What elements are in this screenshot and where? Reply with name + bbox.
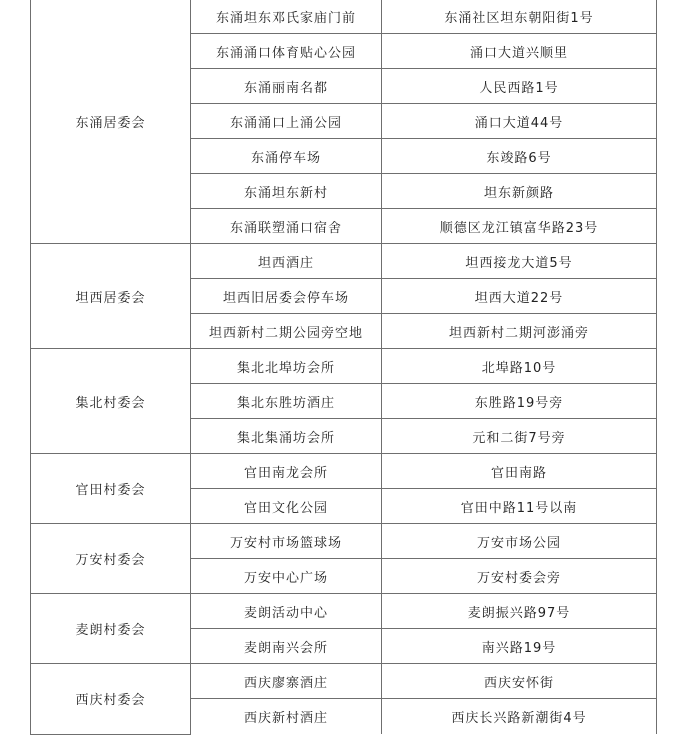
committee-cell: 坦西居委会 bbox=[31, 244, 191, 349]
place-cell: 西庆廖寨酒庄 bbox=[191, 664, 382, 699]
address-cell: 万安村委会旁 bbox=[382, 559, 657, 594]
place-cell: 麦朗南兴会所 bbox=[191, 629, 382, 664]
address-cell: 官田中路11号以南 bbox=[382, 489, 657, 524]
address-cell: 官田南路 bbox=[382, 454, 657, 489]
place-cell: 东涌联塑涌口宿舍 bbox=[191, 209, 382, 244]
table-row bbox=[31, 244, 657, 279]
committee-cell: 西庆村委会 bbox=[31, 664, 191, 735]
place-cell: 官田南龙会所 bbox=[191, 454, 382, 489]
place-cell: 万安中心广场 bbox=[191, 559, 382, 594]
table-row bbox=[31, 349, 657, 384]
table-row bbox=[31, 524, 657, 559]
place-cell: 集北东胜坊酒庄 bbox=[191, 384, 382, 419]
place-cell: 东涌丽南名都 bbox=[191, 69, 382, 104]
place-cell: 集北集涌坊会所 bbox=[191, 419, 382, 454]
committee-cell: 麦朗村委会 bbox=[31, 594, 191, 664]
address-cell: 坦西接龙大道5号 bbox=[382, 244, 657, 279]
committee-cell: 官田村委会 bbox=[31, 454, 191, 524]
place-cell: 万安村市场篮球场 bbox=[191, 524, 382, 559]
venue-table-body bbox=[31, 0, 657, 734]
address-cell: 万安市场公园 bbox=[382, 524, 657, 559]
address-cell: 西庆安怀街 bbox=[382, 664, 657, 699]
address-cell: 坦东新颜路 bbox=[382, 174, 657, 209]
address-cell: 元和二街7号旁 bbox=[382, 419, 657, 454]
place-cell: 麦朗活动中心 bbox=[191, 594, 382, 629]
address-cell: 麦朗振兴路97号 bbox=[382, 594, 657, 629]
committee-cell: 集北村委会 bbox=[31, 349, 191, 454]
address-cell: 南兴路19号 bbox=[382, 629, 657, 664]
place-cell: 东涌停车场 bbox=[191, 139, 382, 174]
table-row bbox=[31, 664, 657, 699]
address-cell: 人民西路1号 bbox=[382, 69, 657, 104]
place-cell: 坦西新村二期公园旁空地 bbox=[191, 314, 382, 349]
place-cell: 坦西酒庄 bbox=[191, 244, 382, 279]
venue-table bbox=[30, 0, 657, 735]
place-cell: 官田文化公园 bbox=[191, 489, 382, 524]
address-cell: 涌口大道44号 bbox=[382, 104, 657, 139]
address-cell: 西庆长兴路新潮街4号 bbox=[382, 699, 657, 735]
place-cell: 东涌涌口上涌公园 bbox=[191, 104, 382, 139]
table-row bbox=[31, 0, 657, 34]
table-row bbox=[31, 454, 657, 489]
place-cell: 集北北埠坊会所 bbox=[191, 349, 382, 384]
committee-cell: 东涌居委会 bbox=[31, 0, 191, 244]
committee-cell: 万安村委会 bbox=[31, 524, 191, 594]
address-cell: 坦西大道22号 bbox=[382, 279, 657, 314]
address-cell: 北埠路10号 bbox=[382, 349, 657, 384]
place-cell: 东涌涌口体育贴心公园 bbox=[191, 34, 382, 69]
address-cell: 坦西新村二期河澎涌旁 bbox=[382, 314, 657, 349]
place-cell: 东涌坦东新村 bbox=[191, 174, 382, 209]
address-cell: 东胜路19号旁 bbox=[382, 384, 657, 419]
place-cell: 东涌坦东邓氏家庙门前 bbox=[191, 0, 382, 34]
address-cell: 顺德区龙江镇富华路23号 bbox=[382, 209, 657, 244]
address-cell: 东涌社区坦东朝阳街1号 bbox=[382, 0, 657, 34]
place-cell: 坦西旧居委会停车场 bbox=[191, 279, 382, 314]
address-cell: 东竣路6号 bbox=[382, 139, 657, 174]
address-cell: 涌口大道兴顺里 bbox=[382, 34, 657, 69]
table-row bbox=[31, 594, 657, 629]
place-cell: 西庆新村酒庄 bbox=[191, 699, 382, 735]
